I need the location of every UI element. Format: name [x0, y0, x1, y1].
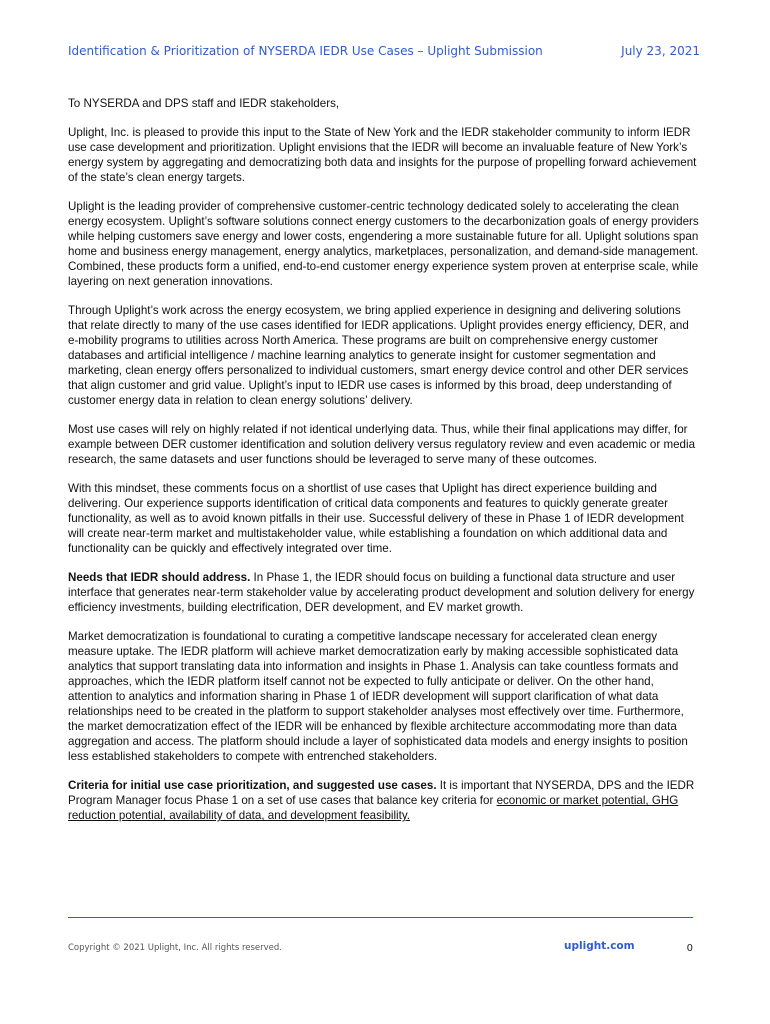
footer-divider	[68, 917, 693, 918]
paragraph-needs	[68, 570, 700, 615]
page-number: 0	[686, 943, 693, 954]
needs-text: In Phase 1, the IEDR should focus on building a functional data structure and user interface that generates near-term stakeholder value by accelerating product development and solution delivery for energy efficiency investments, building electrification, DER development, and EV market growth.	[68, 571, 695, 614]
criteria-heading: Criteria for initial use case prioritization, and suggested use cases.	[68, 779, 437, 792]
salutation: To NYSERDA and DPS staff and IEDR stakeholders,	[68, 97, 340, 110]
letter-body	[68, 96, 700, 837]
paragraph-experience: Through Uplight’s work across the energy ecosystem, we bring applied experience in designing and delivering solutions that relate directly to many of the use cases identified for IEDR applications. Uplight provides energy efficiency, DER, and e-mobility programs to utilities across North America. These programs are built on comprehensive energy customer databases and artificial intelligence / machine learning analytics to generate insight for customer segmentation and marketing, clean energy offers personalized to individual customers, smart energy device control and other DER services that align customer and grid value. Uplight’s input to IEDR use cases is informed by this broad, deep understanding of customer energy data in relation to clean energy solutions’ delivery.	[68, 304, 689, 407]
needs-heading: Needs that IEDR should address.	[68, 571, 251, 584]
paragraph-intro: Uplight, Inc. is pleased to provide this input to the State of New York and the IEDR stakeholder community to inform IEDR use case development and prioritization. Uplight envisions that the IEDR will become an invaluable feature of New York’s energy system by aggregating and democratizing both data and insights for the purpose of propelling forward achievement of the state’s clean energy targets.	[68, 126, 697, 184]
paragraph-about-uplight: Uplight is the leading provider of comprehensive customer-centric technology dedicated solely to accelerating the clean energy ecosystem. Uplight’s software solutions connect energy customers to the decarbonization goals of energy providers while helping customers save energy and lower costs, engendering a more sustainable future for all. Uplight solutions span home and business energy management, energy analytics, marketplaces, personalization, and demand-side management. Combined, these products form a unified, end-to-end customer energy experience system proven at enterprise scale, while layering on next generation innovations.	[68, 200, 699, 288]
paragraph-shared-data: Most use cases will rely on highly related if not identical underlying data. Thus, while their final applications may differ, for example between DER customer identification and solution delivery versus regulatory review and even academic or media research, the same datasets and user functions should be leveraged to serve many of these outcomes.	[68, 423, 696, 466]
paragraph-mindset: With this mindset, these comments focus on a shortlist of use cases that Uplight has direct experience building and delivering. Our experience supports identification of critical data components and features to quickly generate greater functionality, as well as to avoid known pitfalls in their use. Successful delivery of these in Phase 1 of IEDR development will create near-term market and multistakeholder value, while establishing a foundation on which additional data and functionality can be quickly and effectively integrated over time.	[68, 482, 684, 555]
paragraph-criteria	[68, 778, 700, 823]
paragraph-market-democratization: Market democratization is foundational to curating a competitive landscape necessary for accelerated clean energy measure uptake. The IEDR platform will achieve market democratization early by making accessible sophisticated data analytics that support translating data into information and insights in Phase 1. Analysis can take countless formats and approaches, which the IEDR platform itself cannot not be expected to fully anticipate or deliver. On the other hand, attention to analytics and information sharing in Phase 1 of IEDR development will support clarification of what data relationships need to be created in the platform to support stakeholder analyses most effectively over time. Furthermore, the market democratization effect of the IEDR will be enhanced by flexible architecture accommodating more than data aggregation and access. The platform should include a layer of sophisticated data models and energy insights to position less established stakeholders to compete with entrenched stakeholders.	[68, 630, 688, 763]
page-header	[68, 44, 700, 64]
website-link[interactable]: uplight.com	[564, 940, 635, 952]
criteria-text: It is important that NYSERDA, DPS and the IEDR Program Manager focus Phase 1 on a set of use cases that balance key criteria for	[68, 779, 695, 807]
copyright-notice: Copyright © 2021 Uplight, Inc. All rights reserved.	[68, 943, 282, 953]
document-date: July 23, 2021	[621, 44, 700, 58]
criteria-underlined-text: economic or market potential, GHG reduction potential, availability of data, and development feasibility.	[68, 794, 679, 822]
page-footer	[68, 940, 693, 960]
document-title: Identification & Prioritization of NYSERDA IEDR Use Cases – Uplight Submission	[68, 44, 543, 58]
